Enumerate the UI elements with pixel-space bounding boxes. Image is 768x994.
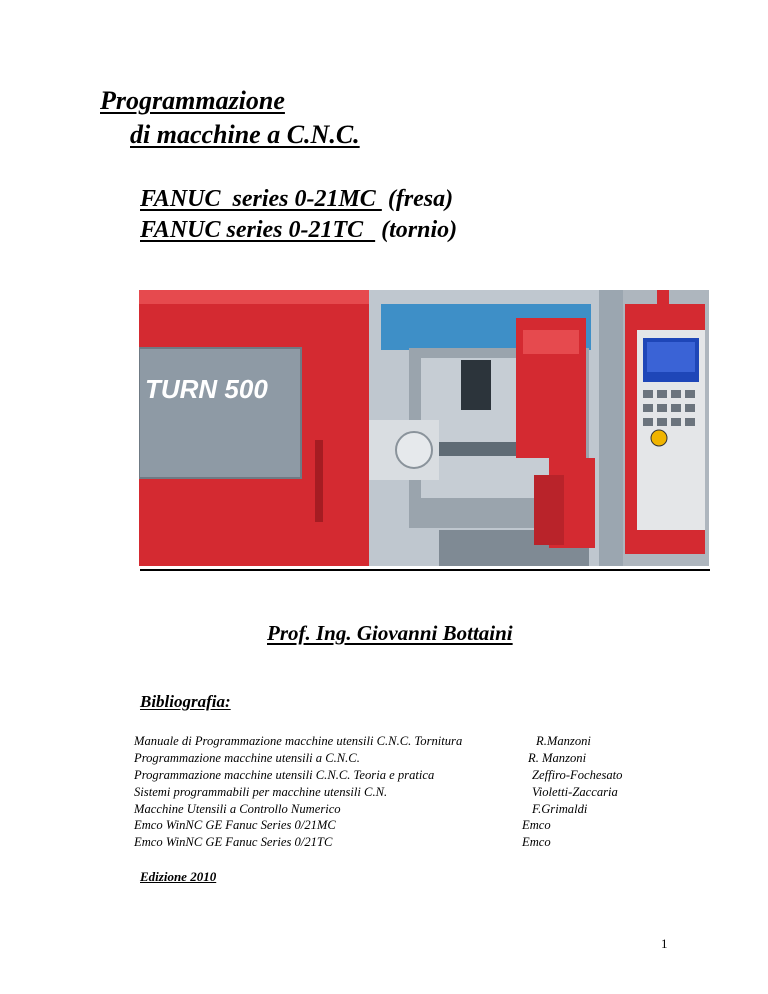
- bibliography-heading: Bibliografia:: [140, 692, 231, 711]
- entry-author: Zeffiro-Fochesato: [532, 767, 623, 782]
- series-line-fresa: [140, 186, 453, 213]
- entry-author: F.Grimaldi: [532, 801, 588, 816]
- entry-author: R.Manzoni: [536, 734, 591, 748]
- cnc-lathe-illustration: [139, 290, 709, 566]
- bibliography-entry: [134, 767, 694, 784]
- bibliography-entry: [134, 834, 694, 851]
- horizontal-rule: [140, 569, 710, 571]
- bibliography-entry: [134, 750, 694, 767]
- bibliography-entry: [134, 784, 694, 801]
- entry-title: Programmazione macchine utensili a C.N.C.: [134, 750, 360, 765]
- entry-author: R. Manzoni: [528, 750, 587, 765]
- entry-author: Violetti-Zaccaria: [532, 784, 618, 799]
- series-name: FANUC series 0-21TC: [140, 217, 376, 243]
- entry-author: Emco: [522, 835, 551, 850]
- entry-title: Macchine Utensili a Controllo Numerico: [134, 801, 341, 816]
- edition-label: Edizione 2010: [140, 869, 217, 884]
- entry-title: Manuale di Programmazione macchine utensili C.N.C. Tornitura: [134, 734, 463, 748]
- entry-title: Emco WinNC GE Fanuc Series 0/21MC: [134, 818, 336, 833]
- series-kind: (fresa): [387, 186, 454, 212]
- bibliography-entry: [134, 817, 694, 834]
- title-line-2: di macchine a C.N.C.: [130, 120, 360, 149]
- bibliography-list: [134, 733, 694, 851]
- page-number: 1: [661, 936, 668, 951]
- entry-title: Programmazione macchine utensili C.N.C. Teoria e pratica: [134, 767, 435, 782]
- series-kind: (tornio): [381, 217, 458, 243]
- cnc-lathe-photo: [139, 290, 709, 566]
- entry-author: Emco: [522, 818, 551, 833]
- bibliography-entry: [134, 801, 694, 818]
- entry-title: Emco WinNC GE Fanuc Series 0/21TC: [134, 835, 333, 850]
- author-name: Prof. Ing. Giovanni Bottaini: [267, 621, 513, 645]
- series-name: FANUC series 0-21MC: [140, 186, 382, 212]
- bibliography-entry: [134, 733, 694, 750]
- title-line-1: Programmazione: [100, 86, 285, 115]
- entry-title: Sistemi programmabili per macchine utensili C.N.: [134, 784, 388, 799]
- machine-label: TURN 500: [145, 374, 268, 404]
- series-line-tornio: [140, 217, 457, 244]
